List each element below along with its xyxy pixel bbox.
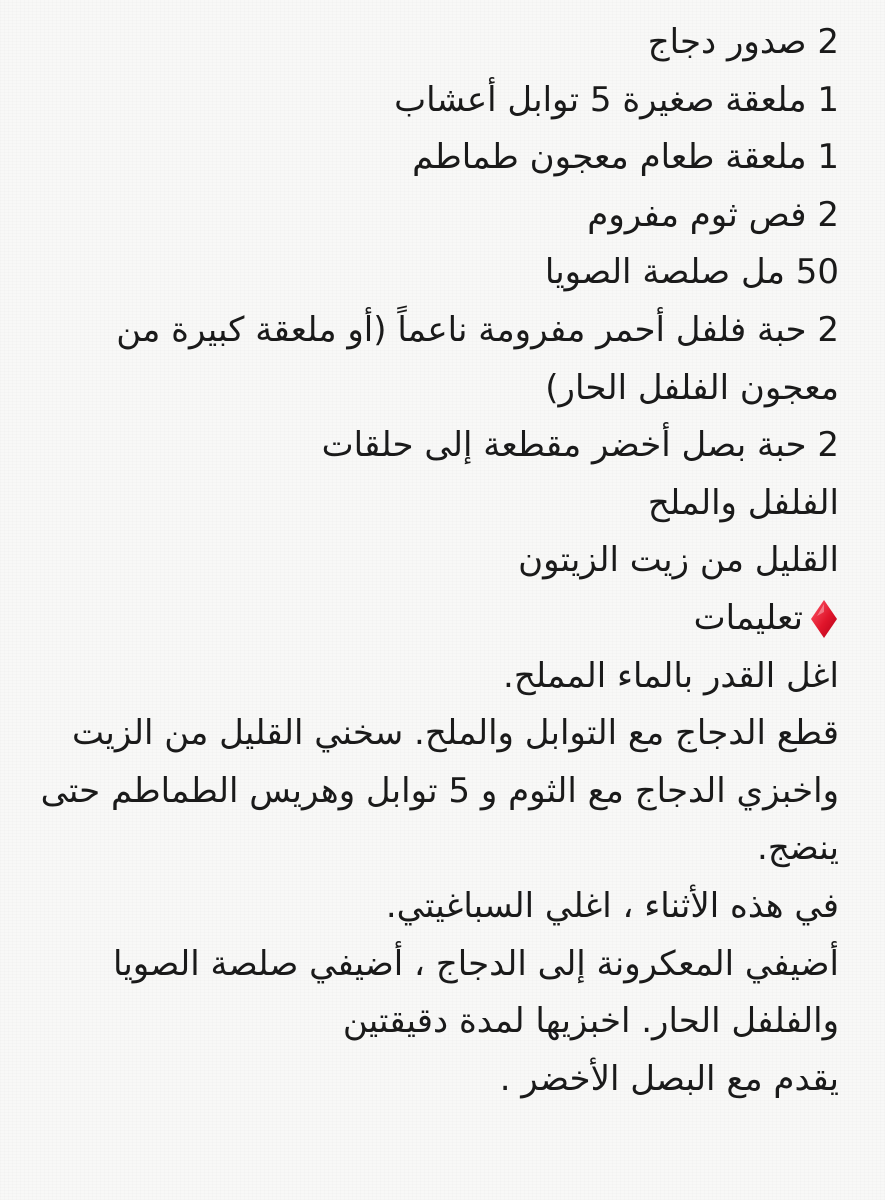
ingredient-item: القليل من زيت الزيتون [518,540,839,581]
ingredients-list [40,14,839,590]
instructions-list [40,648,839,1109]
red-diamond-icon [809,598,839,640]
ingredient-item: 2 حبة بصل أخضر مقطعة إلى حلقات [321,425,839,466]
ingredient-item: 2 حبة فلفل أحمر مفرومة ناعماً (أو ملعقة كبيرة من معجون الفلفل الحار) [116,309,839,408]
recipe-note [40,14,839,1108]
ingredient-item: الفلفل والملح [647,482,839,523]
instruction-step: قطع الدجاج مع التوابل والملح. سخني القليل من الزيت واخبزي الدجاج مع الثوم و 5 توابل وهريس الطماطم حتى ينضج. [40,713,839,869]
instruction-step: اغل القدر بالماء المملح. [503,655,839,696]
instructions-heading-label: تعليمات [693,597,803,638]
instructions-heading [40,590,839,648]
instruction-step: يقدم مع البصل الأخضر . [499,1058,839,1099]
ingredient-item: 2 فص ثوم مفروم [587,194,839,235]
instruction-step: في هذه الأثناء ، اغلي السباغيتي. [385,885,839,926]
ingredient-item: 1 ملعقة صغيرة 5 توابل أعشاب [394,79,839,120]
ingredient-item: 50 مل صلصة الصويا [544,252,839,293]
instruction-step: أضيفي المعكرونة إلى الدجاج ، أضيفي صلصة الصويا والفلفل الحار. اخبزيها لمدة دقيقتين [112,943,839,1042]
ingredient-item: 2 صدور دجاج [647,22,839,62]
ingredient-item: 1 ملعقة طعام معجون طماطم [412,137,839,178]
